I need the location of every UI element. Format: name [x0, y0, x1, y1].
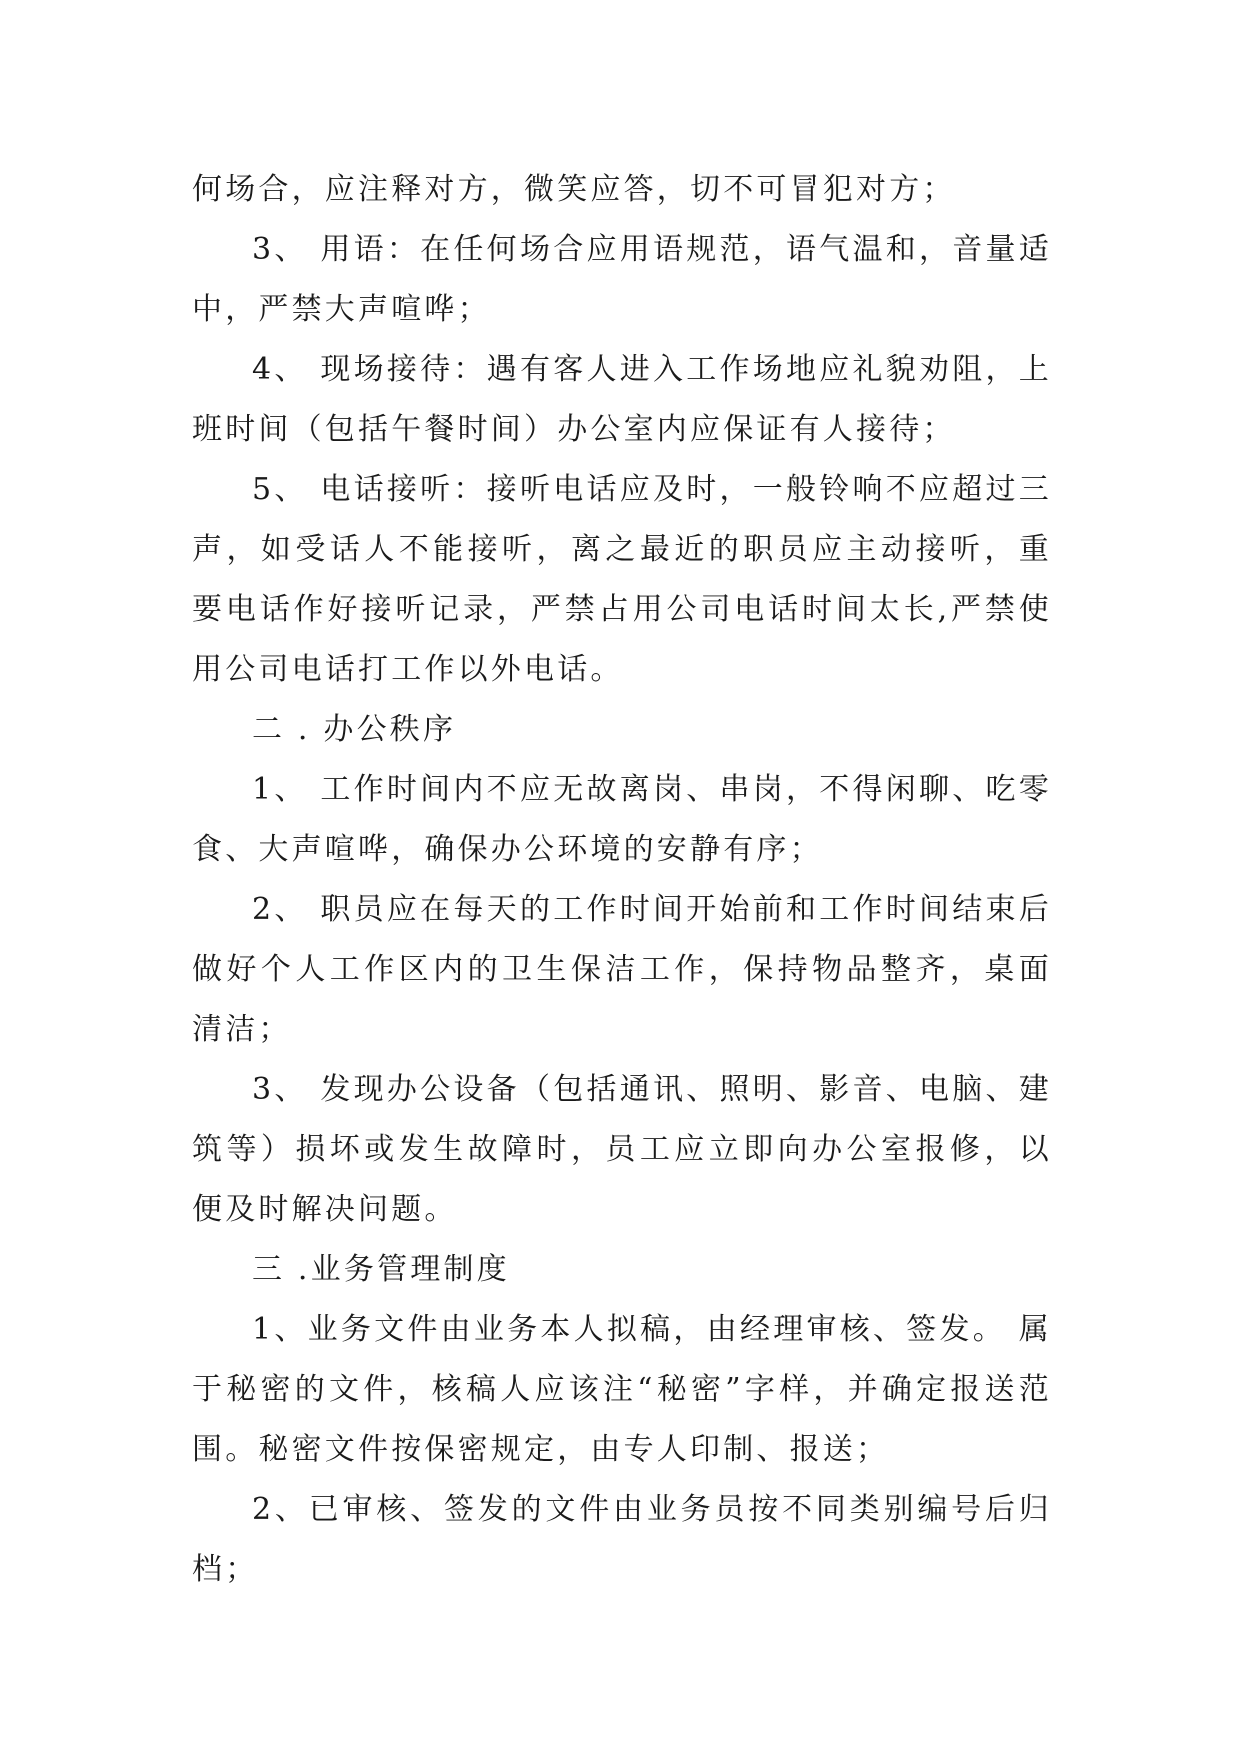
paragraph-business-2: 2、已审核、签发的文件由业务员按不同类别编号后归档； — [192, 1492, 1052, 1587]
section-heading-office-order: 二 . 办公秩序 — [252, 712, 457, 747]
paragraph-etiquette-language: 3、 用语：在任何场合应用语规范，语气温和，音量适中，严禁大声喧哗； — [192, 232, 1052, 327]
paragraph-continuation: 何场合，应注释对方，微笑应答，切不可冒犯对方； — [192, 172, 956, 207]
document-body — [192, 160, 1052, 1600]
section-heading-business-management: 三 .业务管理制度 — [252, 1252, 510, 1287]
paragraph-order-1: 1、 工作时间内不应无故离岗、串岗，不得闲聊、吃零食、大声喧哗，确保办公环境的安静有序； — [192, 772, 1052, 867]
paragraph-order-2: 2、 职员应在每天的工作时间开始前和工作时间结束后做好个人工作区内的卫生保洁工作，保持物品整齐，桌面清洁； — [192, 892, 1052, 1047]
paragraph-business-1: 1、业务文件由业务本人拟稿，由经理审核、签发。 属于秘密的文件，核稿人应该注“秘密”字样，并确定报送范围。秘密文件按保密规定，由专人印制、报送； — [192, 1312, 1052, 1467]
paragraph-order-3: 3、 发现办公设备（包括通讯、照明、影音、电脑、建筑等）损坏或发生故障时，员工应立即向办公室报修，以便及时解决问题。 — [192, 1072, 1052, 1227]
paragraph-etiquette-phone: 5、 电话接听：接听电话应及时，一般铃响不应超过三声，如受话人不能接听，离之最近的职员应主动接听，重要电话作好接听记录，严禁占用公司电话时间太长,严禁使用公司电话打工作以外电话。 — [192, 472, 1052, 687]
paragraph-etiquette-reception: 4、 现场接待：遇有客人进入工作场地应礼貌劝阻，上班时间（包括午餐时间）办公室内应保证有人接待； — [192, 352, 1052, 447]
